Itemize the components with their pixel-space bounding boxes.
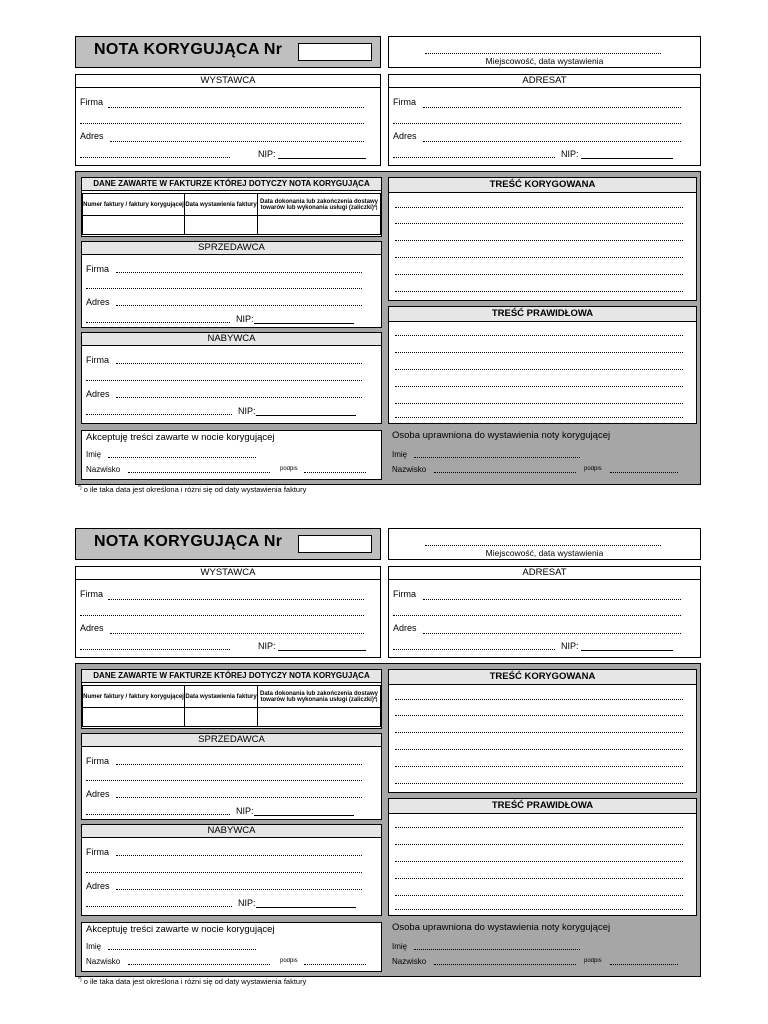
corrected-line-5[interactable]	[395, 274, 683, 275]
issuer-party-title: WYSTAWCA	[76, 567, 380, 580]
nip-label: NIP:	[561, 641, 579, 651]
adres-field[interactable]	[116, 889, 362, 890]
addressee-title: ADRESAT	[389, 567, 700, 580]
adres-label: Adres	[86, 881, 110, 891]
nip-label: NIP:	[236, 314, 254, 324]
place-date-label: Miejscowość, data wystawienia	[485, 56, 604, 66]
nip-label: NIP:	[258, 149, 276, 159]
correct-line-3[interactable]	[395, 861, 683, 862]
addressee-box	[388, 74, 701, 166]
imie-field[interactable]	[108, 949, 256, 950]
imie-label: Imię	[86, 450, 102, 459]
adres-field-2[interactable]	[393, 649, 555, 650]
nip-label: NIP:	[236, 806, 254, 816]
correct-line-3[interactable]	[395, 369, 683, 370]
correct-line-4[interactable]	[395, 878, 683, 879]
imie-label: Imię	[392, 450, 408, 459]
delivery-date-cell[interactable]	[258, 708, 381, 727]
adres-label: Adres	[86, 297, 110, 307]
podpis-label: podpis	[280, 958, 298, 964]
place-date-box	[388, 36, 701, 68]
invoice-number-header: Numer faktury / faktury korygującej	[83, 194, 185, 216]
firma-field-2[interactable]	[80, 615, 364, 616]
adres-field-2[interactable]	[86, 814, 230, 815]
correct-line-1[interactable]	[395, 335, 683, 336]
adres-field[interactable]	[423, 633, 681, 634]
firma-field-2[interactable]	[86, 872, 362, 873]
note-number-field[interactable]	[298, 43, 372, 61]
nazwisko-field[interactable]	[128, 472, 270, 473]
nip-field[interactable]	[581, 641, 673, 651]
place-date-field[interactable]	[425, 545, 661, 546]
imie-label: Imię	[392, 942, 408, 951]
imie-field[interactable]	[414, 949, 580, 950]
firma-field-2[interactable]	[86, 780, 362, 781]
firma-label: Firma	[86, 847, 109, 857]
firma-field-2[interactable]	[80, 123, 364, 124]
acceptance-box	[81, 430, 382, 480]
invoice-date-cell[interactable]	[185, 708, 258, 727]
correct-line-6[interactable]	[395, 417, 683, 418]
acceptance-box	[81, 922, 382, 972]
nip-field[interactable]	[278, 149, 366, 159]
issuer-signature-area	[388, 922, 697, 972]
seller-box	[81, 241, 382, 328]
nip-field[interactable]	[254, 806, 354, 816]
corrected-line-3[interactable]	[395, 732, 683, 733]
corrected-line-2[interactable]	[395, 223, 683, 224]
adres-field[interactable]	[110, 141, 364, 142]
firma-label: Firma	[393, 97, 416, 107]
nazwisko-field[interactable]	[434, 964, 576, 965]
podpis-label: podpis	[584, 958, 602, 964]
firma-field-2[interactable]	[86, 288, 362, 289]
podpis-field[interactable]	[610, 472, 678, 473]
delivery-date-cell[interactable]	[258, 216, 381, 235]
corrected-line-6[interactable]	[395, 783, 683, 784]
note-title-bar	[75, 528, 381, 560]
acceptance-text: Akceptuję treści zawarte w nocie korygującej	[86, 432, 275, 443]
correction-note-form	[0, 492, 768, 984]
imie-label: Imię	[86, 942, 102, 951]
footnote-text: o ile taka data jest określona i różni się od daty wystawienia faktury	[81, 485, 307, 494]
correct-line-1[interactable]	[395, 827, 683, 828]
correct-content-title: TREŚĆ PRAWIDŁOWA	[389, 799, 696, 814]
nazwisko-field[interactable]	[128, 964, 270, 965]
addressee-box	[388, 566, 701, 658]
correct-line-2[interactable]	[395, 352, 683, 353]
nip-label: NIP:	[238, 898, 256, 908]
nip-label: NIP:	[561, 149, 579, 159]
place-date-label: Miejscowość, data wystawienia	[485, 548, 604, 558]
corrected-content-box	[388, 177, 697, 301]
nazwisko-field[interactable]	[434, 472, 576, 473]
adres-field[interactable]	[423, 141, 681, 142]
invoice-number-cell[interactable]	[83, 216, 185, 235]
nip-field[interactable]	[278, 641, 366, 651]
correct-line-2[interactable]	[395, 844, 683, 845]
invoice-data-title: DANE ZAWARTE W FAKTURZE KTÓREJ DOTYCZY NOTA KORYGUJĄCA	[82, 178, 381, 191]
adres-field-2[interactable]	[80, 649, 230, 650]
corrected-line-4[interactable]	[395, 257, 683, 258]
adres-label: Adres	[80, 131, 104, 141]
imie-field[interactable]	[414, 457, 580, 458]
correction-note-form	[0, 0, 768, 492]
addressee-title: ADRESAT	[389, 75, 700, 88]
invoice-date-header: Data wystawienia faktury	[185, 194, 258, 216]
delivery-date-header: Data dokonania lub zakończenia dostawy towarów lub wykonania usługi (zaliczki)*)	[258, 194, 381, 216]
invoice-data-table	[82, 685, 381, 727]
firma-label: Firma	[393, 589, 416, 599]
adres-field-2[interactable]	[86, 322, 230, 323]
corrected-line-1[interactable]	[395, 207, 683, 208]
firma-field-2[interactable]	[393, 615, 681, 616]
adres-label: Adres	[86, 789, 110, 799]
issuer-party-title: WYSTAWCA	[76, 75, 380, 88]
nip-label: NIP:	[258, 641, 276, 651]
firma-field[interactable]	[116, 363, 362, 364]
adres-field[interactable]	[110, 633, 364, 634]
corrected-line-3[interactable]	[395, 240, 683, 241]
note-title: NOTA KORYGUJĄCA Nr	[94, 533, 283, 550]
seller-title: SPRZEDAWCA	[82, 734, 381, 747]
firma-label: Firma	[86, 355, 109, 365]
buyer-title: NABYWCA	[82, 333, 381, 346]
corrected-content-title: TREŚĆ KORYGOWANA	[389, 670, 696, 685]
adres-label: Adres	[80, 623, 104, 633]
issuer-party-box	[75, 566, 381, 658]
invoice-data-box	[81, 177, 382, 237]
correct-line-4[interactable]	[395, 386, 683, 387]
podpis-label: podpis	[280, 466, 298, 472]
issuer-text: Osoba uprawniona do wystawienia noty korygującej	[392, 430, 611, 441]
firma-field[interactable]	[423, 599, 681, 600]
invoice-data-box	[81, 669, 382, 729]
invoice-number-header: Numer faktury / faktury korygującej	[83, 686, 185, 708]
firma-label: Firma	[86, 756, 109, 766]
imie-field[interactable]	[108, 457, 256, 458]
nazwisko-label: Nazwisko	[86, 465, 121, 474]
delivery-date-header: Data dokonania lub zakończenia dostawy towarów lub wykonania usługi (zaliczki)*)	[258, 686, 381, 708]
nip-field[interactable]	[256, 406, 356, 416]
correct-content-box	[388, 798, 697, 916]
footnote-mark: *)	[78, 977, 82, 983]
firma-label: Firma	[80, 97, 103, 107]
corrected-line-1[interactable]	[395, 699, 683, 700]
nazwisko-label: Nazwisko	[392, 465, 427, 474]
corrected-content-box	[388, 669, 697, 793]
adres-field-2[interactable]	[80, 157, 230, 158]
firma-field[interactable]	[108, 599, 364, 600]
firma-field[interactable]	[423, 107, 681, 108]
main-panel	[75, 171, 701, 485]
adres-field-2[interactable]	[86, 906, 232, 907]
adres-field-2[interactable]	[393, 157, 555, 158]
footnote-mark: *)	[78, 485, 82, 491]
adres-label: Adres	[86, 389, 110, 399]
adres-field[interactable]	[116, 305, 362, 306]
nip-field[interactable]	[254, 314, 354, 324]
podpis-field[interactable]	[610, 964, 678, 965]
note-title: NOTA KORYGUJĄCA Nr	[94, 41, 283, 58]
firma-field-2[interactable]	[86, 380, 362, 381]
adres-field[interactable]	[116, 397, 362, 398]
adres-label: Adres	[393, 623, 417, 633]
podpis-field[interactable]	[304, 472, 366, 473]
corrected-content-title: TREŚĆ KORYGOWANA	[389, 178, 696, 193]
adres-field[interactable]	[116, 797, 362, 798]
note-number-field[interactable]	[298, 535, 372, 553]
note-title-bar	[75, 36, 381, 68]
place-date-field[interactable]	[425, 53, 661, 54]
seller-title: SPRZEDAWCA	[82, 242, 381, 255]
main-panel	[75, 663, 701, 977]
buyer-box	[81, 332, 382, 424]
adres-field-2[interactable]	[86, 414, 232, 415]
podpis-field[interactable]	[304, 964, 366, 965]
issuer-text: Osoba uprawniona do wystawienia noty korygującej	[392, 922, 611, 933]
invoice-data-table	[82, 193, 381, 235]
correct-line-5[interactable]	[395, 403, 683, 404]
correct-content-box	[388, 306, 697, 424]
nip-field[interactable]	[256, 898, 356, 908]
corrected-line-5[interactable]	[395, 766, 683, 767]
nip-label: NIP:	[238, 406, 256, 416]
podpis-label: podpis	[584, 466, 602, 472]
buyer-box	[81, 824, 382, 916]
place-date-box	[388, 528, 701, 560]
firma-field[interactable]	[116, 272, 362, 273]
correct-content-title: TREŚĆ PRAWIDŁOWA	[389, 307, 696, 322]
firma-field[interactable]	[116, 764, 362, 765]
invoice-date-header: Data wystawienia faktury	[185, 686, 258, 708]
invoice-data-title: DANE ZAWARTE W FAKTURZE KTÓREJ DOTYCZY NOTA KORYGUJĄCA	[82, 670, 381, 683]
issuer-party-box	[75, 74, 381, 166]
correct-line-6[interactable]	[395, 909, 683, 910]
firma-label: Firma	[80, 589, 103, 599]
invoice-date-cell[interactable]	[185, 216, 258, 235]
firma-label: Firma	[86, 264, 109, 274]
corrected-line-6[interactable]	[395, 291, 683, 292]
seller-box	[81, 733, 382, 820]
correct-line-5[interactable]	[395, 895, 683, 896]
nazwisko-label: Nazwisko	[86, 957, 121, 966]
buyer-title: NABYWCA	[82, 825, 381, 838]
corrected-line-2[interactable]	[395, 715, 683, 716]
footnote	[78, 977, 306, 986]
firma-field[interactable]	[116, 855, 362, 856]
nazwisko-label: Nazwisko	[392, 957, 427, 966]
firma-field[interactable]	[108, 107, 364, 108]
adres-label: Adres	[393, 131, 417, 141]
firma-field-2[interactable]	[393, 123, 681, 124]
nip-field[interactable]	[581, 149, 673, 159]
footnote-text: o ile taka data jest określona i różni się od daty wystawienia faktury	[81, 977, 307, 986]
corrected-line-4[interactable]	[395, 749, 683, 750]
issuer-signature-area	[388, 430, 697, 480]
acceptance-text: Akceptuję treści zawarte w nocie korygującej	[86, 924, 275, 935]
invoice-number-cell[interactable]	[83, 708, 185, 727]
